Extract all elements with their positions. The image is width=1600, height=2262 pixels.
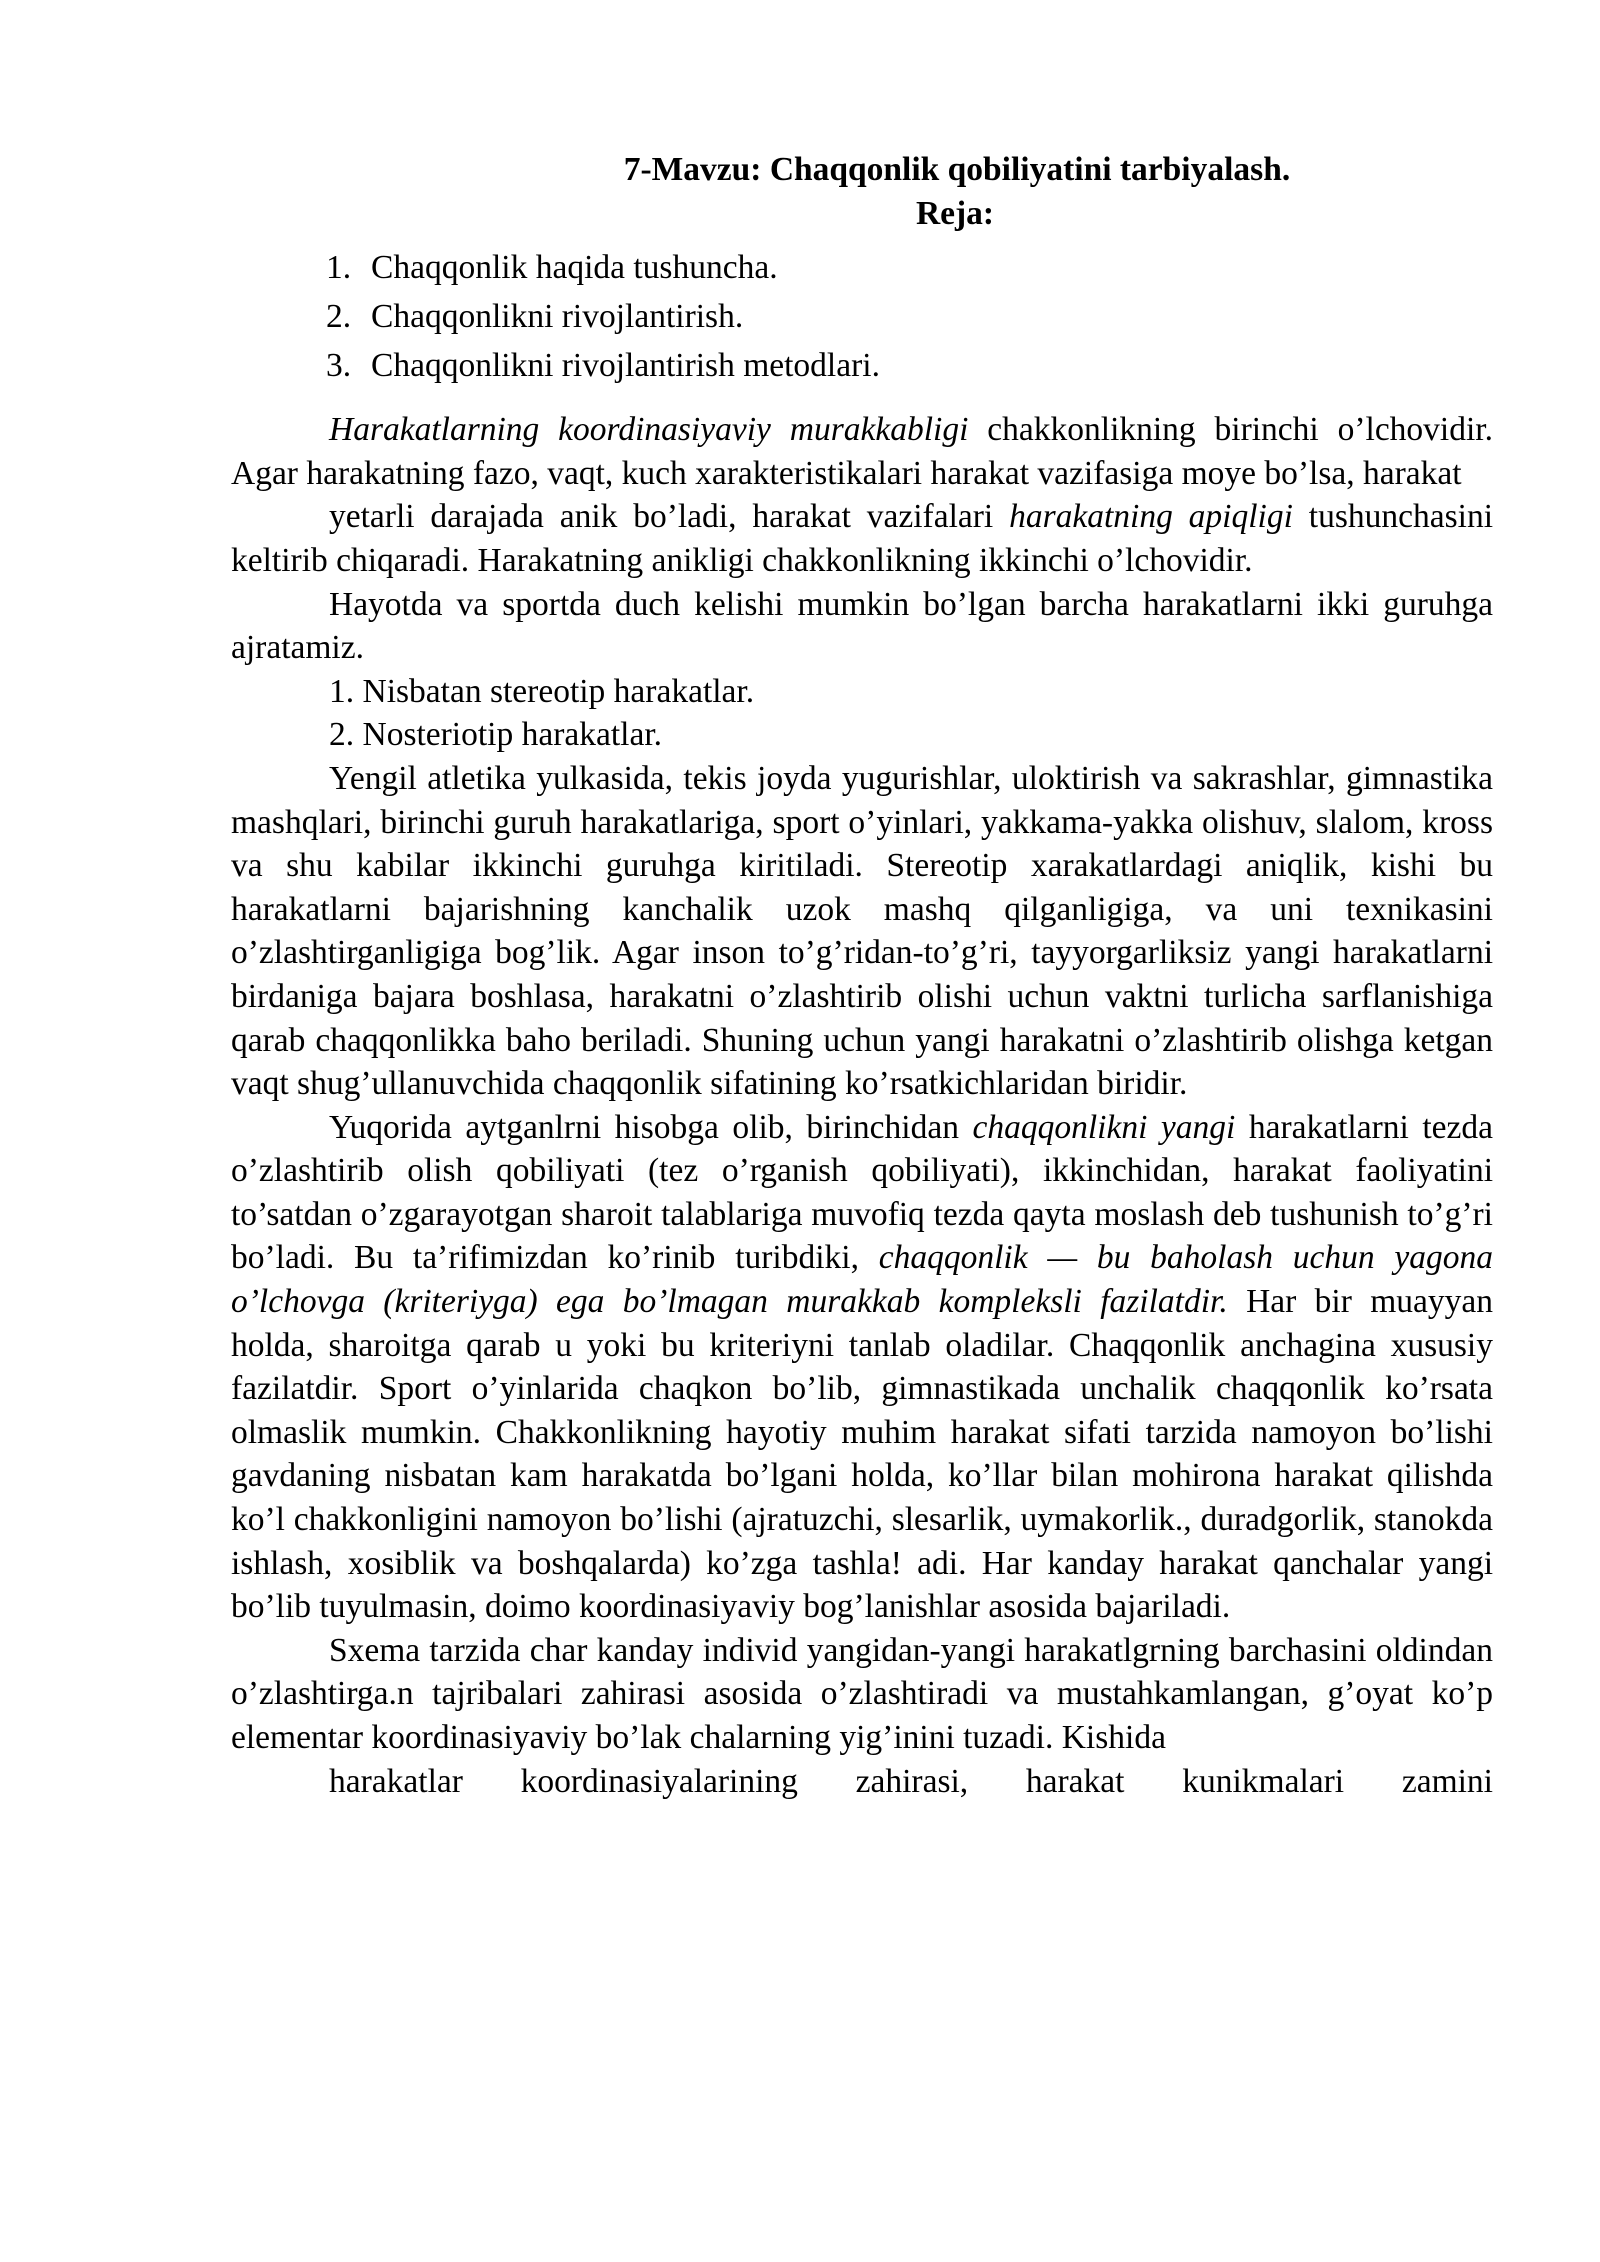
paragraph-text: Yuqorida aytganlrni hisobga olib, birinchidan [329,1108,973,1146]
group-item-1: 1. Nisbatan stereotip harakatlar. [329,672,755,710]
plan-item [231,341,1493,390]
plan-item-number: 1. [326,249,352,287]
plan-item-text: Chaqqonlikni rivojlantirish metodlari. [371,347,880,385]
italic-term: Harakatlarning koordinasiyaviy murakkabligi [329,411,969,449]
paragraph-text: tushunchasini keltirib chiqaradi. Harakatning anikligi chakkonlikning ikkinchi o’lchovidir. [231,498,1494,579]
plan-item-number: 3. [326,347,352,385]
plan-item-text: Chaqqonlikni rivojlantirish. [371,298,744,336]
italic-definition: chaqqonlik — bu baholash uchun yagona o’lchovga (kriteriyga) ega bo’lmagan murakkab kompleksli fazilatdir. [231,1239,1493,1321]
paragraph-text: Har bir muayyan holda, sharoitga qarab u yoki bu kriteriyni tanlab oladilar. Chaqqonlik anchagina xususiy fazilatdir. Sport o’yinlarida chaqkon bo’lib, gimnastikada unchalik chaqqonlik ko’rsata olmaslik mumkin. Chakkonlikning hayotiy muhim harakat sifati tarzida namoyon bo’lishi gavdaning nisbatan kam harakatda bo’lgani holda, ko’llar bilan mohirona harakat qilishda ko’l chakkonligini namoyon bo’lishi (ajratuzchi, slesarlik, uymakorlik., duradgorlik, stanokda ishlash, xosiblik va boshqalarda) ko’zga tashla! adi. Har kanday harakat qanchalar yangi bo’lib tuyulmasin, doimo koordinasiyaviy bog’lanishlar asosida bajariladi. [231,1283,1494,1626]
plan-heading: Reja: [915,194,995,232]
group-item-2: 2. Nosteriotip harakatlar. [329,716,663,754]
paragraph-text: harakatlarni tezda o’zlashtirib olish qobiliyati (tez o’rganish qobiliyati), ikkinchidan, harakat faoliyatini to’satdan o’zgarayotgan sharoit talablariga muvofiq tezda qayta moslash deb tushunish to’g’ri bo’ladi. Bu ta’rifimizdan ko’rinib turibdiki, [231,1108,1493,1277]
paragraph-1 [231,408,1493,495]
italic-term: chaqqonlikni yangi [972,1108,1236,1146]
italic-term: harakatning apiqligi [1009,498,1293,536]
paragraph-7: harakatlar koordinasiyalarining zahirasi, harakat kunikmalari zamini [329,1762,1493,1800]
page-title: 7-Mavzu: Chaqqonlik qobiliyatini tarbiyalash. [623,151,1291,188]
paragraph-5 [231,1106,1493,1629]
paragraph-4: Yengil atletika yulkasida, tekis joyda yugurishlar, uloktirish va sakrashlar, gimnastika mashqlari, birinchi guruh harakatlariga, sport o’yinlari, yakkama-yakka olishuv, slalom, kross va shu kabilar ikkinchi guruhga kiritiladi. Stereotip xarakatlardagi aniqlik, kishi bu harakatlarni bajarishning kanchalik uzok mashq qilganligiga, va uni texnikasini o’zlashtirganligiga bog’lik. Agar inson to’g’ridan-to’g’ri, tayyorgarliksiz yangi harakatlarni birdaniga bajara boshlasa, harakatni o’zlashtirib olishi uchun vaktni turlicha sarflanishiga qarab chaqqonlikka baho beriladi. Shuning uchun yangi harakatni o’zlashtirib olishga ketgan vaqt shug’ullanuvchida chaqqonlik sifatining ko’rsatkichlaridan biridir. [231,759,1493,1103]
plan-item-number: 2. [326,298,352,336]
plan-item-text: Chaqqonlik haqida tushuncha. [371,249,778,287]
plan-item [231,292,1493,341]
body-text [231,408,1493,1803]
paragraph-2 [231,495,1493,582]
paragraph-text: yetarli darajada anik bo’ladi, harakat vazifalari [329,498,1010,536]
plan-item [231,243,1493,292]
paragraph-6: Sxema tarzida char kanday individ yangidan-yangi harakatlgrning barchasini oldindan o’zlashtirga.n tajribalari zahirasi asosida o’zlashtiradi va mustahkamlangan, g’oyat ko’p elementar koordinasiyaviy bo’lak chalarning yig’inini tuzadi. Kishida [231,1631,1493,1756]
plan-list [231,243,1493,390]
paragraph-3: Hayotda va sportda duch kelishi mumkin bo’lgan barcha harakatlarni ikki guruhga ajratamiz. [231,585,1493,667]
paragraph-text: chakkonlikning birinchi o’lchovidir. Agar harakatning fazo, vaqt, kuch xarakteristikalari harakat vazifasiga moye bo’lsa, harakat [231,411,1493,492]
document-page [231,148,1493,1803]
